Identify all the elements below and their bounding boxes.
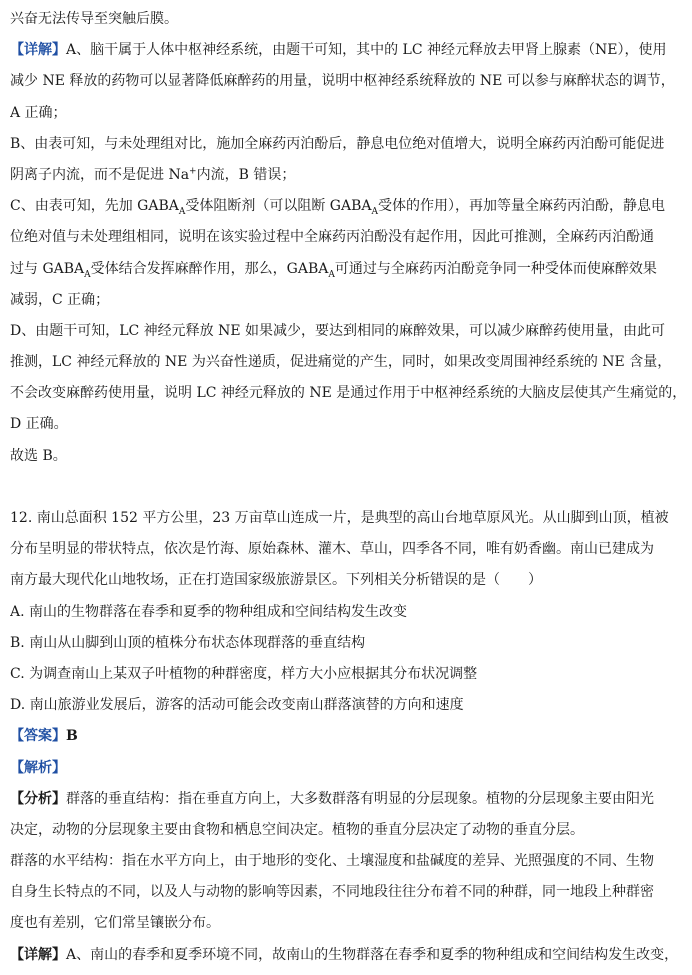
b-line2-pre: 阴离子内流，而不是促进 Na (10, 166, 190, 183)
answer-tag: 【答案】 (10, 728, 66, 745)
detail-c-line3 (10, 254, 686, 285)
question-stem-line1: 12. 南山总面积 152 平方公里，23 万亩草山连成一片，是典型的高山台地草原风光。从山脚到山顶，植被 (10, 510, 669, 526)
section-gap (10, 472, 686, 503)
detail2-tag: 【详解】 (10, 946, 66, 963)
detail-d-line2: 推测，LC 神经元释放的 NE 为兴奋性递质，促进痛觉的产生，同时，如果改变周围神经系统的 NE 含量， (10, 354, 672, 371)
detail-d-line1: D、由题干可知，LC 神经元释放 NE 如果减少，要达到相同的麻醉效果，可以减少麻醉药使用量，由此可 (10, 322, 666, 339)
option-b: B. 南山从山脚到山顶的植株分布状态体现群落的垂直结构 (10, 634, 366, 651)
analysis-label: 【分析】 (10, 790, 66, 807)
question-stem-line3: 南方最大现代化山地牧场，正在打造国家级旅游景区。下列相关分析错误的是（ ） (10, 572, 542, 589)
question-stem-line2: 分布呈明显的带状特点，依次是竹海、原始森林、灌木、草山，四季各不同，唯有奶香幽。南山已建成为 (10, 541, 654, 558)
analysis-line5: 度也有差别，它们常呈镶嵌分布。 (10, 915, 220, 932)
c-line1-mid: 受体阻断剂（可以阻断 GABA (185, 198, 372, 215)
detail-c-line1 (10, 191, 686, 222)
detail2-text1: A、南山的春季和夏季环境不同，故南山的生物群落在春季和夏季的物种组成和空间结构发生改变， (66, 946, 679, 963)
document-page (10, 4, 686, 971)
c-line3-pre: 过与 GABA (10, 260, 85, 277)
analysis-line2: 决定，动物的分层现象主要由食物和栖息空间决定。植物的垂直分层决定了动物的垂直分层。 (10, 821, 584, 838)
detail-a-line1 (10, 35, 686, 66)
c-line1-post: 受体的作用），再加等量全麻药丙泊酚，静息电 (378, 198, 666, 215)
answer-line (10, 721, 686, 752)
analysis-line1 (10, 784, 686, 815)
answer-value: B (66, 728, 78, 745)
gaba-subscript: A (371, 206, 379, 217)
detail-a-line3: A 正确； (10, 104, 67, 121)
b-line2-post: 内流，B 错误； (196, 166, 296, 183)
detail-b-line1: B、由表可知，与未处理组对比，施加全麻药丙泊酚后，静息电位绝对值增大，说明全麻药丙泊酚可能促进 (10, 135, 665, 152)
detail-b-line2 (10, 160, 686, 191)
conclusion-line: 故选 B。 (10, 447, 67, 464)
detail2-line1 (10, 940, 686, 971)
c-line1-pre: C、由表可知，先加 GABA (10, 198, 179, 215)
option-c: C. 为调查南山上某双子叶植物的种群密度，样方大小应根据其分布状况调整 (10, 665, 478, 682)
analysis-tag: 【解析】 (10, 759, 66, 776)
gaba-subscript: A (84, 269, 91, 280)
option-a: A. 南山的生物群落在春季和夏季的物种组成和空间结构发生改变 (10, 603, 408, 620)
analysis-line4: 自身生长特点的不同，以及人与动物的影响等因素，不同地段往往分布着不同的种群，同一地段上种群密 (10, 884, 654, 901)
gaba-subscript: A (178, 206, 186, 217)
option-d: D. 南山旅游业发展后，游客的活动可能会改变南山群落演替的方向和速度 (10, 697, 464, 714)
detail-tag: 【详解】 (10, 42, 66, 59)
detail-a-text1: A、脑干属于人体中枢神经系统，由题干可知，其中的 LC 神经元释放去甲肾上腺素（NE），使用 (66, 42, 667, 59)
detail-d-line3: 不会改变麻醉药使用量，说明 LC 神经元释放的 NE 是通过作用于中枢神经系统的大脑皮层使其产生痛觉的， (10, 385, 686, 402)
detail-c-line4: 减弱，C 正确； (10, 291, 110, 308)
analysis-heading (10, 753, 686, 784)
analysis-text1: 群落的垂直结构：指在垂直方向上，大多数群落有明显的分层现象。植物的分层现象主要由阳光 (66, 790, 654, 807)
detail-d-line4: D 正确。 (10, 416, 68, 433)
analysis-line3: 群落的水平结构：指在水平方向上，由于地形的变化、土壤湿度和盐碱度的差异、光照强度的不同、生物 (10, 853, 654, 870)
sodium-superscript: + (189, 166, 197, 177)
gaba-subscript: A (328, 269, 335, 280)
c-line3-post: 可通过与全麻药丙泊酚竞争同一种受体而使麻醉效果 (334, 260, 657, 277)
prev-intro-line: 兴奋无法传导至突触后膜。 (10, 11, 178, 27)
c-line3-mid: 受体结合发挥麻醉作用，那么，GABA (90, 260, 329, 277)
detail-c-line2: 位绝对值与未处理组相同，说明在该实验过程中全麻药丙泊酚没有起作用，因此可推测，全麻药丙泊酚通 (10, 229, 654, 246)
detail-a-line2: 减少 NE 释放的药物可以显著降低麻醉药的用量，说明中枢神经系统释放的 NE 可以参与麻醉状态的调节， (10, 73, 675, 90)
